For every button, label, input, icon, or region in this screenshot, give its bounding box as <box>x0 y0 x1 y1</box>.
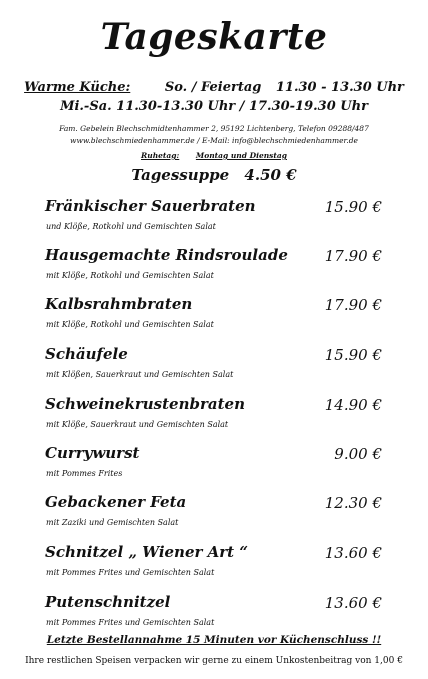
dish-item <box>0 345 428 393</box>
opening-hours-time: 11.30 - 13.30 Uhr <box>275 80 404 95</box>
dish-price: 13.60 € <box>324 544 382 562</box>
dish-item <box>0 543 428 591</box>
dish-description: mit Pommes Frites und Gemischten Salat <box>46 618 215 627</box>
dish-description: mit Klößen, Sauerkraut und Gemischten Salat <box>46 370 234 379</box>
dish-name: Schweinekrustenbraten <box>45 395 245 413</box>
dish-description: und Klöße, Rotkohl und Gemischten Salat <box>46 222 216 231</box>
dish-price: 15.90 € <box>324 346 382 364</box>
dish-name: Gebackener Feta <box>45 493 187 511</box>
opening-hours-line-2: Mi.-Sa. 11.30-13.30 Uhr / 17.30-19.30 Uhr <box>60 99 368 114</box>
contact-line: www.blechschmiedenhammer.de / E-Mail: info@blechschmiedenhammer.de <box>70 136 358 145</box>
dish-name: Schnitzel „ Wiener Art “ <box>45 543 248 561</box>
packaging-note: Ihre restlichen Speisen verpacken wir gerne zu einem Unkostenbeitrag von 1,00 € <box>25 656 403 666</box>
dish-price: 9.00 € <box>334 445 382 463</box>
rest-day <box>0 151 428 160</box>
dish-price: 15.90 € <box>324 198 382 216</box>
soup-name: Tagessuppe <box>131 166 230 184</box>
rest-day-label: Ruhetag: <box>141 151 180 160</box>
last-order-notice: Letzte Bestellannahme 15 Minuten vor Küchenschluss !! <box>46 634 382 646</box>
menu-title: Tageskarte <box>100 16 328 58</box>
opening-hours-label: Warme Küche: <box>24 80 131 95</box>
dish-description: mit Pommes Frites <box>46 469 123 478</box>
dish-price: 17.90 € <box>324 296 382 314</box>
opening-hours-line-1 <box>0 80 428 95</box>
dish-name: Hausgemachte Rindsroulade <box>45 246 288 264</box>
dish-description: mit Klöße, Sauerkraut und Gemischten Salat <box>46 420 229 429</box>
dish-description: mit Zaziki und Gemischten Salat <box>46 518 179 527</box>
dish-price: 12.30 € <box>324 494 382 512</box>
dish-item <box>0 444 428 492</box>
rest-day-days: Montag und Dienstag <box>195 151 287 160</box>
dish-name: Currywurst <box>45 444 140 462</box>
dish-item <box>0 295 428 343</box>
dish-price: 14.90 € <box>324 396 382 414</box>
soup-price: 4.50 € <box>244 166 297 184</box>
address-line: Fam. Gebelein Blechschmidtenhammer 2, 95192 Lichtenberg, Telefon 09288/487 <box>59 124 369 133</box>
dish-name: Fränkischer Sauerbraten <box>45 197 256 215</box>
dish-description: mit Klöße, Rotkohl und Gemischten Salat <box>46 271 214 280</box>
dish-price: 17.90 € <box>324 247 382 265</box>
dish-name: Kalbsrahmbraten <box>45 295 193 313</box>
dish-description: mit Pommes Frites und Gemischten Salat <box>46 568 215 577</box>
dish-price: 13.60 € <box>324 594 382 612</box>
opening-hours-days: So. / Feiertag <box>164 80 262 95</box>
dish-item <box>0 246 428 294</box>
dish-item <box>0 395 428 443</box>
dish-item <box>0 493 428 541</box>
soup-of-the-day <box>0 166 428 184</box>
dish-name: Putenschnitzel <box>45 593 171 611</box>
dish-item <box>0 197 428 245</box>
dish-name: Schäufele <box>45 345 128 363</box>
dish-description: mit Klöße, Rotkohl und Gemischten Salat <box>46 320 214 329</box>
